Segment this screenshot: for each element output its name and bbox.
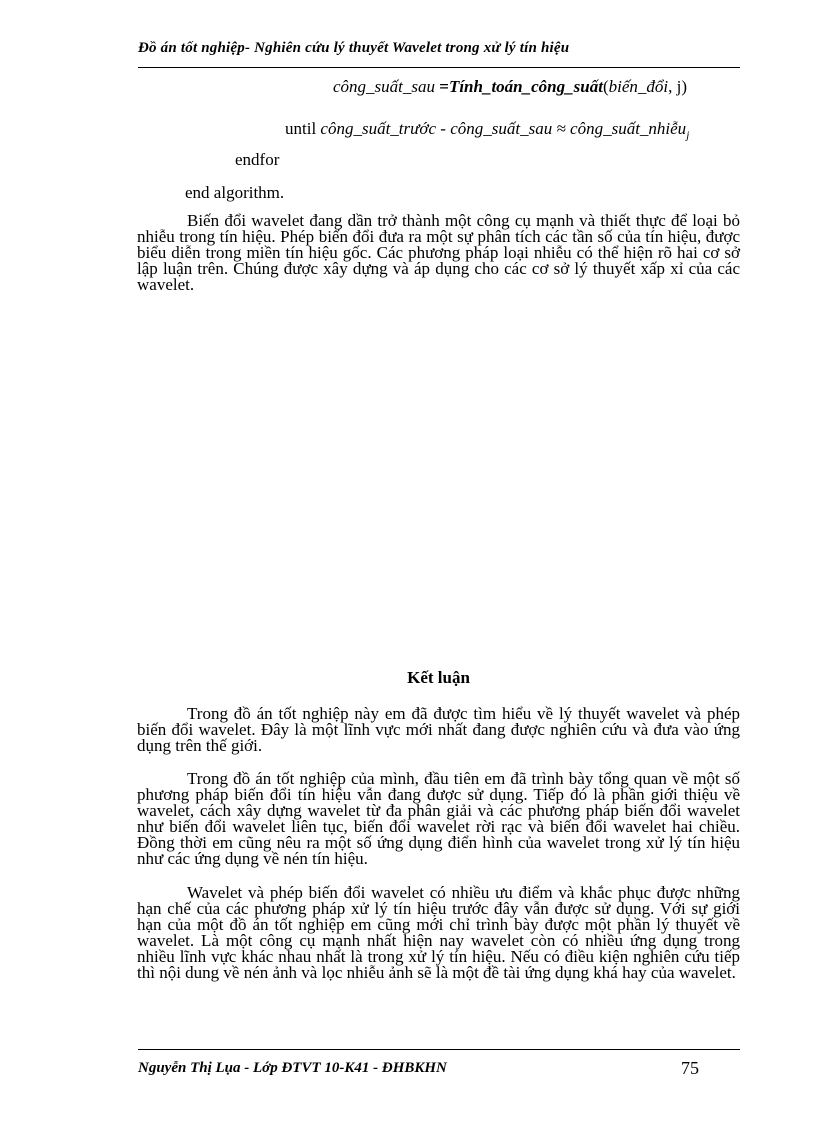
conclusion-title: Kết luận	[407, 668, 470, 687]
header-rule	[138, 67, 740, 68]
algorithm-line-power-after	[333, 77, 687, 97]
page-number: 75	[681, 1058, 699, 1078]
algorithm-until-expression: công_suất_trước - công_suất_sau ≈ công_suất_nhiễu	[320, 119, 687, 138]
conclusion-paragraph-2: Trong đồ án tốt nghiệp của mình, đầu tiên em đã trình bày tổng quan về một số phương pháp biến đổi tín hiệu vẫn đang được sử dụng. Tiếp đó là phần giới thiệu về wavelet, cách xây dựng wavelet từ đa phân giải và các phương pháp biến đổi wavelet như biến đổi wavelet liên tục, biến đổi wavelet rời rạc và biến đổi wavelet hai chiều. Đồng thời em cũng nêu ra một số ứng dụng điển hình của wavelet trong xử lý tín hiệu như các ứng dụng về nén tín hiệu.	[137, 769, 740, 868]
algorithm-variable: công_suất_sau	[333, 77, 435, 96]
algorithm-arg: biến_đổi	[608, 77, 669, 96]
algorithm-subscript: j	[686, 129, 690, 142]
algorithm-line-until	[285, 119, 689, 145]
conclusion-paragraph-3: Wavelet và phép biến đổi wavelet có nhiều ưu điểm và khắc phục được những hạn chế của các phương pháp xử lý tín hiệu trước đây vẫn được sử dụng. Với sự giới hạn của một đồ án tốt nghiệp em cũng mới chỉ trình bày được một phần lý thuyết về wavelet. Là một công cụ mạnh nhất hiện nay wavelet còn có nhiều ứng dụng trong nhiều lĩnh vực khác nhau nhất là trong xử lý tín hiệu. Nếu có điều kiện nghiên cứu tiếp thì nội dung về nén ảnh và lọc nhiễu ảnh sẽ là một đề tài ứng dụng khá hay của wavelet.	[137, 883, 740, 982]
conclusion-paragraph-1: Trong đồ án tốt nghiệp này em đã được tìm hiểu về lý thuyết wavelet và phép biến đổi wavelet. Đây là một lĩnh vực mới nhất đang được nghiên cứu và đưa vào ứng dụng trên thế giới.	[137, 704, 740, 755]
footer-author: Nguyễn Thị Lụa - Lớp ĐTVT 10-K41 - ĐHBKHN	[138, 1060, 447, 1076]
algorithm-keyword-until: until	[285, 119, 321, 138]
algorithm-function: Tính_toán_công_suất	[448, 77, 603, 96]
running-header: Đồ án tốt nghiệp- Nghiên cứu lý thuyết Wavelet trong xử lý tín hiệu	[138, 40, 570, 56]
algorithm-line-endfor: endfor	[235, 150, 280, 169]
footer-rule	[138, 1049, 740, 1050]
intro-paragraph: Biến đổi wavelet đang dần trở thành một công cụ mạnh và thiết thực để loại bỏ nhiễu trong tín hiệu. Phép biến đổi đưa ra một sự phân tích các tần số của tín hiệu, được biểu diễn trong miền tín hiệu gốc. Các phương pháp loại nhiễu có thể hiện rõ hai cơ sở lập luận trên. Chúng được xây dựng và áp dụng cho các cơ sở lý thuyết xấp xỉ của các wavelet.	[137, 211, 740, 294]
algorithm-line-end: end algorithm.	[185, 183, 285, 202]
algorithm-args-rest: , j)	[668, 77, 687, 96]
algorithm-operator: =	[435, 77, 449, 96]
algorithm-args-open: (	[602, 77, 609, 96]
